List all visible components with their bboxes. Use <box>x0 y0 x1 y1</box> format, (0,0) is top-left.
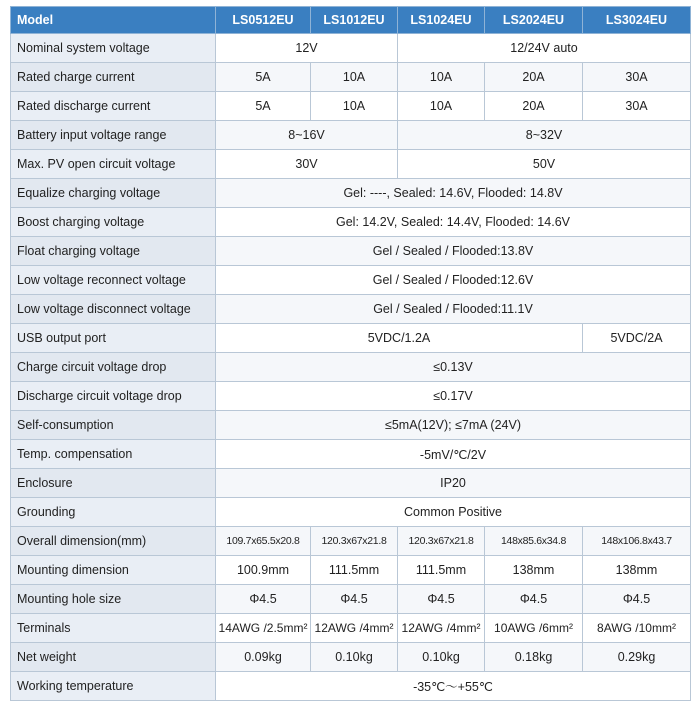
table-row <box>11 643 691 672</box>
row-label: Equalize charging voltage <box>11 179 216 208</box>
row-label: Enclosure <box>11 469 216 498</box>
cell-value: 148x106.8x43.7 <box>583 527 691 556</box>
cell-value: 12/24V auto <box>398 34 691 63</box>
table-row <box>11 585 691 614</box>
row-label: Rated discharge current <box>11 92 216 121</box>
row-label: Nominal system voltage <box>11 34 216 63</box>
cell-value: Φ4.5 <box>311 585 398 614</box>
cell-value: 0.18kg <box>485 643 583 672</box>
table-row <box>11 179 691 208</box>
row-label: Boost charging voltage <box>11 208 216 237</box>
cell-value: 5VDC/1.2A <box>216 324 583 353</box>
cell-value: 12V <box>216 34 398 63</box>
row-label: Terminals <box>11 614 216 643</box>
cell-value: Gel / Sealed / Flooded:13.8V <box>216 237 691 266</box>
cell-value: 0.29kg <box>583 643 691 672</box>
cell-value: ≤5mA(12V); ≤7mA (24V) <box>216 411 691 440</box>
table-row <box>11 237 691 266</box>
cell-value: 138mm <box>583 556 691 585</box>
table-row <box>11 440 691 469</box>
row-label: USB output port <box>11 324 216 353</box>
cell-value: 0.09kg <box>216 643 311 672</box>
table-row <box>11 672 691 701</box>
spec-table <box>10 6 691 701</box>
cell-value: 8~32V <box>398 121 691 150</box>
cell-value: 120.3x67x21.8 <box>398 527 485 556</box>
row-label: Battery input voltage range <box>11 121 216 150</box>
cell-value: 5A <box>216 63 311 92</box>
header-row <box>11 7 691 34</box>
cell-value: 109.7x65.5x20.8 <box>216 527 311 556</box>
cell-value: 120.3x67x21.8 <box>311 527 398 556</box>
row-label: Mounting hole size <box>11 585 216 614</box>
table-row <box>11 382 691 411</box>
row-label: Net weight <box>11 643 216 672</box>
cell-value: Φ4.5 <box>216 585 311 614</box>
table-row <box>11 527 691 556</box>
model-column-header: LS1012EU <box>311 7 398 34</box>
cell-value: 0.10kg <box>398 643 485 672</box>
cell-value: 138mm <box>485 556 583 585</box>
table-row <box>11 614 691 643</box>
cell-value: 5VDC/2A <box>583 324 691 353</box>
table-row <box>11 295 691 324</box>
cell-value: Φ4.5 <box>398 585 485 614</box>
cell-value: 111.5mm <box>398 556 485 585</box>
table-row <box>11 208 691 237</box>
row-label: Low voltage reconnect voltage <box>11 266 216 295</box>
row-label: Discharge circuit voltage drop <box>11 382 216 411</box>
cell-value: 14AWG /2.5mm² <box>216 614 311 643</box>
table-row <box>11 150 691 179</box>
cell-value: 20A <box>485 63 583 92</box>
cell-value: 8AWG /10mm² <box>583 614 691 643</box>
cell-value: Gel / Sealed / Flooded:11.1V <box>216 295 691 324</box>
table-row <box>11 92 691 121</box>
cell-value: 0.10kg <box>311 643 398 672</box>
table-row <box>11 34 691 63</box>
row-label: Max. PV open circuit voltage <box>11 150 216 179</box>
cell-value: Gel: ----, Sealed: 14.6V, Flooded: 14.8V <box>216 179 691 208</box>
cell-value: ≤0.17V <box>216 382 691 411</box>
row-label: Temp. compensation <box>11 440 216 469</box>
cell-value: 8~16V <box>216 121 398 150</box>
model-header: Model <box>11 7 216 34</box>
model-column-header: LS3024EU <box>583 7 691 34</box>
row-label: Working temperature <box>11 672 216 701</box>
cell-value: 10AWG /6mm² <box>485 614 583 643</box>
model-column-header: LS1024EU <box>398 7 485 34</box>
cell-value: 20A <box>485 92 583 121</box>
cell-value: -35℃～+55℃ <box>216 672 691 701</box>
cell-value: 5A <box>216 92 311 121</box>
model-column-header: LS2024EU <box>485 7 583 34</box>
row-label: Charge circuit voltage drop <box>11 353 216 382</box>
table-row <box>11 556 691 585</box>
cell-value: 10A <box>311 63 398 92</box>
cell-value: -5mV/℃/2V <box>216 440 691 469</box>
cell-value: Gel / Sealed / Flooded:12.6V <box>216 266 691 295</box>
cell-value: 10A <box>398 63 485 92</box>
row-label: Rated charge current <box>11 63 216 92</box>
cell-value: 30V <box>216 150 398 179</box>
model-column-header: LS0512EU <box>216 7 311 34</box>
cell-value: 12AWG /4mm² <box>311 614 398 643</box>
cell-value: 30A <box>583 63 691 92</box>
cell-value: Common Positive <box>216 498 691 527</box>
cell-value: 111.5mm <box>311 556 398 585</box>
table-row <box>11 266 691 295</box>
row-label: Mounting dimension <box>11 556 216 585</box>
row-label: Overall dimension(mm) <box>11 527 216 556</box>
cell-value: Gel: 14.2V, Sealed: 14.4V, Flooded: 14.6V <box>216 208 691 237</box>
table-row <box>11 411 691 440</box>
table-row <box>11 63 691 92</box>
row-label: Low voltage disconnect voltage <box>11 295 216 324</box>
row-label: Self-consumption <box>11 411 216 440</box>
cell-value: Φ4.5 <box>485 585 583 614</box>
cell-value: 100.9mm <box>216 556 311 585</box>
cell-value: 148x85.6x34.8 <box>485 527 583 556</box>
cell-value: 12AWG /4mm² <box>398 614 485 643</box>
cell-value: 10A <box>398 92 485 121</box>
cell-value: 30A <box>583 92 691 121</box>
cell-value: Φ4.5 <box>583 585 691 614</box>
row-label: Grounding <box>11 498 216 527</box>
table-row <box>11 469 691 498</box>
cell-value: 10A <box>311 92 398 121</box>
table-row <box>11 121 691 150</box>
cell-value: 50V <box>398 150 691 179</box>
cell-value: IP20 <box>216 469 691 498</box>
cell-value: ≤0.13V <box>216 353 691 382</box>
row-label: Float charging voltage <box>11 237 216 266</box>
table-row <box>11 353 691 382</box>
table-row <box>11 498 691 527</box>
table-row <box>11 324 691 353</box>
